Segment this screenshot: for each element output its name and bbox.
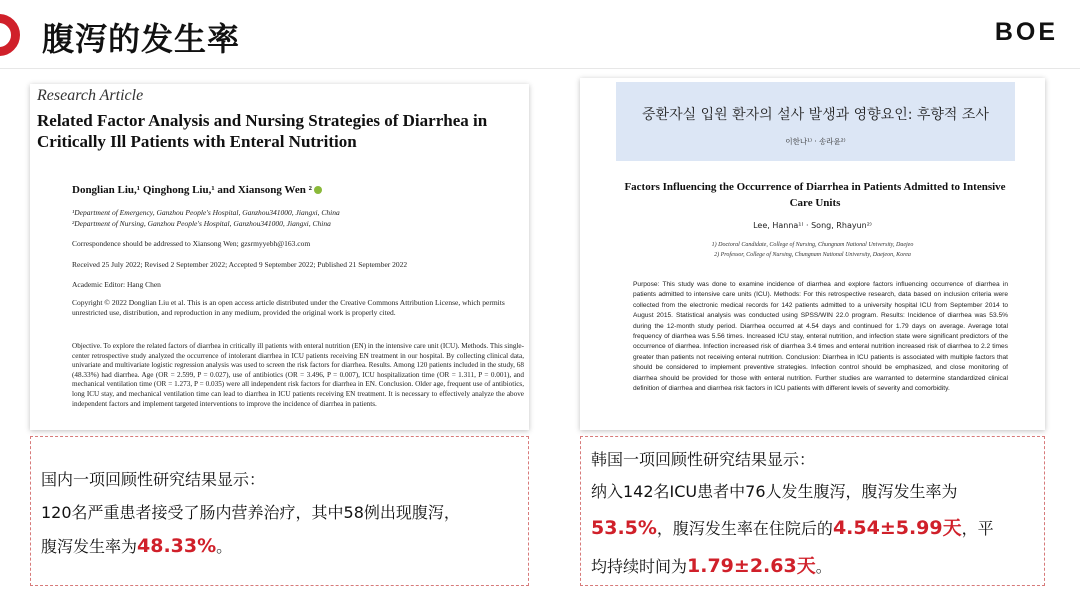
correspondence: Correspondence should be addressed to Xiansong Wen; gzsrmyyebh@163.com xyxy=(72,239,311,248)
korean-authors: 이한나¹⁾ · 송라윤²⁾ xyxy=(785,137,846,146)
duration-highlight: 1.79±2.63天 xyxy=(687,555,816,577)
affiliation-1: 1) Doctoral Candidate, College of Nursing, Chungnam National University, Daejeo xyxy=(711,242,914,248)
left-paper-excerpt xyxy=(30,84,529,430)
summary-rate-line xyxy=(41,534,232,557)
diarrhea-rate-highlight: 48.33% xyxy=(137,535,217,557)
rate-prefix: 腹泻发生率为 xyxy=(41,537,138,556)
korean-study-summary xyxy=(580,436,1045,586)
summary-rate-line xyxy=(591,513,994,540)
brand-accent-arc xyxy=(0,14,20,56)
english-authors: Lee, Hanna¹⁾ · Song, Rhayun²⁾ xyxy=(753,221,872,230)
copyright-notice: Copyright © 2022 Donglian Liu et al. This is an open access article distributed under the Creative Commons Attribution License, which permits unrestricted use, distribution, and reproduction in any medium, provided the original work is properly cited. xyxy=(72,298,505,317)
duration-suffix: 。 xyxy=(815,557,832,576)
article-dates: Received 25 July 2022; Revised 2 September 2022; Accepted 9 September 2022; Published 21 September 2022 xyxy=(72,260,408,269)
academic-editor: Academic Editor: Hang Chen xyxy=(72,280,161,289)
summary-heading: 韩国一项回顾性研究结果显示： xyxy=(591,450,816,469)
diarrhea-rate-highlight: 53.5% xyxy=(591,517,657,539)
header-divider xyxy=(0,68,1080,69)
article-authors xyxy=(72,184,322,196)
summary-heading: 国内一项回顾性研究结果显示： xyxy=(41,470,266,489)
brand-logo: BOE xyxy=(994,18,1058,46)
duration-prefix: 均持续时间为 xyxy=(591,557,688,576)
rate-suffix: 。 xyxy=(216,537,233,556)
affiliation-1: ¹Department of Emergency, Ganzhou People's Hospital, Ganzhou341000, Jiangxi, China xyxy=(72,208,340,217)
english-title: Factors Influencing the Occurrence of Diarrhea in Patients Admitted to Intensive Care Units xyxy=(624,181,1006,209)
article-abstract: Objective. To explore the related factors of diarrhea in critically ill patients with enteral nutrition (EN) in the intensive care unit (ICU). Methods. This single-center retrospective study analyzed the occurrence of intolerant diarrhea in ICU patients receiving EN treatment in our hospital. By collecting clinical data, univariate and multivariate logistic regression analysis was used to screen the risk factors for diarrhea. Results. Among 120 patients included in the study, 68 (48.33%) had diarrhea. Age (OR = 2.599, P = 0.027), use of antibiotics (OR = 3.496, P = 0.007), ICU hospitalization time (OR = 1.311, P = 0.001), and mechanical ventilation time (OR = 1.273, P = 0.035) were all independent risk factors for diarrhea in EN. Conclusion. Older age, frequent use of antibiotics, long ICU stay, and mechanical ventilation time can lead to diarrhea in ICU patients receiving EN treatment. It is necessary to effectively analyze the above independent factors and implement targeted interventions to improve the incidence of diarrhea in patients. xyxy=(72,342,524,408)
onset-days-highlight: 4.54±5.99天 xyxy=(832,517,962,539)
article-title: Related Factor Analysis and Nursing Strategies of Diarrhea in Critically Ill Patients with Enteral Nutrition xyxy=(37,111,488,151)
summary-duration-line xyxy=(591,551,832,578)
summary-line: 120名严重患者接受了肠内营养治疗，其中58例出现腹泻， xyxy=(41,503,460,522)
korean-title-band xyxy=(616,82,1015,161)
page-title: 腹泻的发生率 xyxy=(42,20,241,58)
affiliation-2: 2) Professor, College of Nursing, Chungnam National University, Daejeon, Korea xyxy=(714,252,911,258)
article-type-label: Research Article xyxy=(37,87,144,104)
author-names: Donglian Liu,¹ Qinghong Liu,¹ and Xiansong Wen ² xyxy=(72,184,312,196)
article-abstract: Purpose: This study was done to examine incidence of diarrhea and explore factors influencing occurrence of diarrhea in patients admitted to intensive care units (ICU). Methods: For this retrospective research, data based on inclusion criteria were collected from the electronic medical records for 142 patients admitted to a university hospital ICU from September 2014 to August 2015. Statistical analysis was conducted using SPSS/WIN 22.0 program. Results: Incidence of diarrhea was 53.5% during the 12-month study period. Diarrhea occurred at 4.54 days and continued for 1.79 days on average. Average total frequency of diarrhea was 5.56 times. Increased ICU stay, enteral nutrition, and infection state were significant predictors of the occurrence of diarrhea. Infection increased risk of diarrhea 3.4 times and enteral nutrition increased risk of diarrhea to 2.2 times greater than patients not receiving enteral nutrition. Conclusion: Diarrhea in ICU patients is associated with multiple factors that should be considered to implement preventive strategies. Infection control should be emphasized, and close monitoring of diarrhea should be provided for those with enteral nutrition. Further studies are warranted to determine standardized clinical definition of diarrhea and diarrhea risk factors in ICU patients with different levels of severity and comorbidity. xyxy=(633,281,1008,393)
rate-mid-text: ，腹泻发生率在住院后的 xyxy=(656,519,833,538)
orcid-icon xyxy=(314,186,322,194)
domestic-study-summary xyxy=(30,436,529,586)
korean-title: 중환자실 입원 환자의 설사 발생과 영향요인: 후향적 조사 xyxy=(642,107,989,123)
right-paper-excerpt xyxy=(580,78,1045,430)
rate-mid-text-2: ，平 xyxy=(961,519,994,538)
summary-line: 纳入142名ICU患者中76人发生腹泻，腹泻发生率为 xyxy=(591,482,958,501)
affiliation-2: ²Department of Nursing, Ganzhou People's Hospital, Ganzhou341000, Jiangxi, China xyxy=(72,219,331,228)
